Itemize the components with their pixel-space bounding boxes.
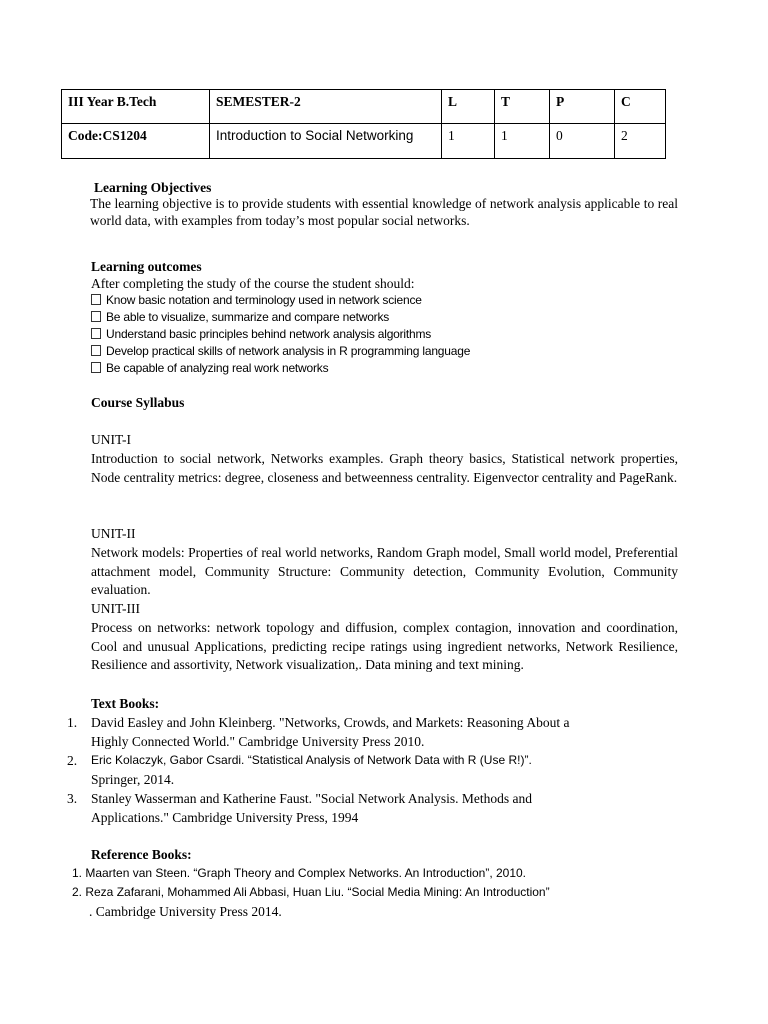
credits-value-cell: 2 xyxy=(615,124,666,159)
tutorial-header-cell: T xyxy=(495,90,550,124)
unit-1-title: UNIT-I xyxy=(91,432,131,447)
list-item xyxy=(67,751,678,789)
list-item-text: Stanley Wasserman and Katherine Faust. "Social Network Analysis. Methods and xyxy=(91,791,532,806)
list-item xyxy=(91,326,678,343)
table-row-header xyxy=(62,90,666,124)
list-item-number: 2. xyxy=(67,753,78,768)
list-item xyxy=(67,789,678,827)
course-title-cell: Introduction to Social Networking xyxy=(210,124,442,159)
learning-outcomes-heading: Learning outcomes xyxy=(91,259,202,274)
list-item xyxy=(91,292,678,309)
unit-2-title: UNIT-II xyxy=(91,526,136,541)
list-item xyxy=(91,343,678,360)
list-item-text: Eric Kolaczyk, Gabor Csardi. “Statistical Analysis of Network Data with R (Use R!)”. xyxy=(91,753,532,767)
list-item-text: David Easley and John Kleinberg. "Networks, Crowds, and Markets: Reasoning About a xyxy=(91,715,570,730)
list-item: 1. Maarten van Steen. “Graph Theory and Complex Networks. An Introduction”, 2010. xyxy=(72,866,527,880)
list-item: 2. Reza Zafarani, Mohammed Ali Abbasi, Huan Liu. “Social Media Mining: An Introduction” xyxy=(72,885,550,899)
list-item xyxy=(91,360,678,377)
course-info-table xyxy=(61,89,666,159)
checkbox-bullet-icon xyxy=(91,362,101,373)
reference-books-list xyxy=(72,864,659,921)
lecture-header-cell: L xyxy=(442,90,495,124)
unit-2-text: Network models: Properties of real world networks, Random Graph model, Small world model, Preferential attachment model, Community Structure: Community detection, Community Evolution, Community evaluation. xyxy=(91,545,678,597)
checkbox-bullet-icon xyxy=(91,345,101,356)
list-item-text: Highly Connected World." Cambridge University Press 2010. xyxy=(91,734,425,749)
text-books-heading: Text Books: xyxy=(91,696,160,711)
practical-value-cell: 0 xyxy=(550,124,615,159)
learning-objectives-text: The learning objective is to provide students with essential knowledge of network analysis applicable to real world data, with examples from today’s most popular social networks. xyxy=(90,196,678,228)
list-item-text: Develop practical skills of network analysis in R programming language xyxy=(106,344,471,358)
checkbox-bullet-icon xyxy=(91,311,101,322)
list-item-text: Springer, 2014. xyxy=(91,772,175,787)
learning-outcomes-intro: After completing the study of the course the student should: xyxy=(91,276,415,291)
course-syllabus-heading: Course Syllabus xyxy=(91,395,185,410)
tutorial-value-cell: 1 xyxy=(495,124,550,159)
year-cell: III Year B.Tech xyxy=(62,90,210,124)
list-item-continuation: . Cambridge University Press 2014. xyxy=(89,904,282,919)
list-item-text: Know basic notation and terminology used in network science xyxy=(106,293,422,307)
list-item-text: Applications." Cambridge University Press, 1994 xyxy=(91,810,359,825)
list-item xyxy=(67,713,678,751)
list-item-number: 1. xyxy=(67,715,78,730)
semester-cell: SEMESTER-2 xyxy=(210,90,442,124)
text-books-list xyxy=(67,713,678,827)
checkbox-bullet-icon xyxy=(91,328,101,339)
reference-books-heading: Reference Books: xyxy=(91,847,192,862)
list-item xyxy=(91,309,678,326)
checkbox-bullet-icon xyxy=(91,294,101,305)
unit-1-text: Introduction to social network, Networks examples. Graph theory basics, Statistical network properties, Node centrality metrics: degree, closeness and betweenness centrality. Eigenvector centrality and PageRank. xyxy=(91,451,678,485)
unit-3-text: Process on networks: network topology and diffusion, complex contagion, innovation and coordination, Cool and unusual Applications, predicting recipe ratings using ingredient networks, Network Resilience, Resilience and assortivity, Network visualization,. Data mining and text mining. xyxy=(91,620,678,672)
unit-3-title: UNIT-III xyxy=(91,601,140,616)
list-item-text: Understand basic principles behind network analysis algorithms xyxy=(106,327,432,341)
table-row-course xyxy=(62,124,666,159)
learning-outcomes-section xyxy=(91,258,678,377)
learning-objectives-heading xyxy=(94,179,681,196)
course-code-cell: Code:CS1204 xyxy=(62,124,210,159)
list-item-text: Be capable of analyzing real work networks xyxy=(106,361,329,375)
list-item-number: 3. xyxy=(67,791,78,806)
lecture-value-cell: 1 xyxy=(442,124,495,159)
section-heading: Learning Objectives xyxy=(94,180,212,195)
list-item-text: Be able to visualize, summarize and compare networks xyxy=(106,310,390,324)
practical-header-cell: P xyxy=(550,90,615,124)
credits-header-cell: C xyxy=(615,90,666,124)
